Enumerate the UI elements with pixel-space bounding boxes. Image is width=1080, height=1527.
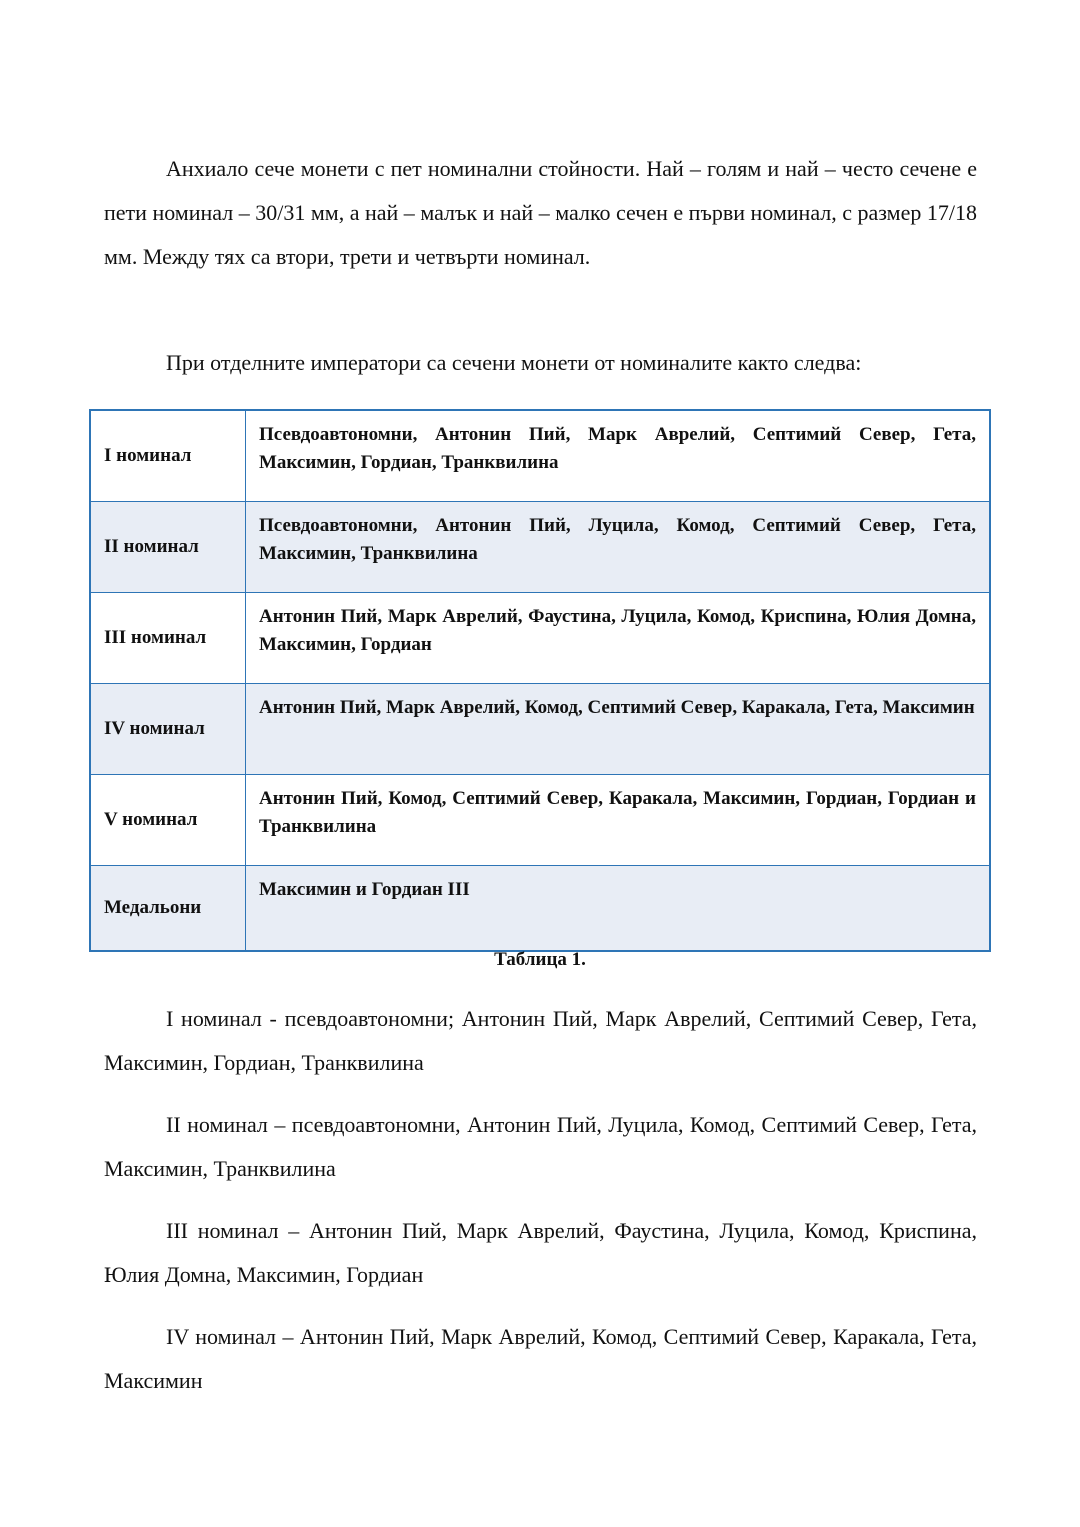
summary-paragraph-3 xyxy=(104,1209,977,1297)
emperors-list: Антонин Пий, Комод, Септимий Север, Каракала, Максимин, Гордиан, Гордиан и Транквилина xyxy=(246,775,991,866)
summary-paragraph-1 xyxy=(104,997,977,1085)
denomination-name: III номинал xyxy=(90,593,246,684)
summary-paragraph-3-text: III номинал – Антонин Пий, Марк Аврелий, Фаустина, Луцила, Комод, Криспина, Юлия Домна, Максимин, Гордиан xyxy=(104,1218,977,1287)
table-row xyxy=(90,684,990,775)
emperors-list: Максимин и Гордиан III xyxy=(246,866,991,952)
table-row xyxy=(90,502,990,593)
table-row xyxy=(90,775,990,866)
summary-paragraph-1-text: I номинал - псевдоавтономни; Антонин Пий, Марк Аврелий, Септимий Север, Гета, Максимин, Гордиан, Транквилина xyxy=(104,1006,977,1075)
denomination-name: I номинал xyxy=(90,410,246,502)
emperors-list: Антонин Пий, Марк Аврелий, Комод, Септимий Север, Каракала, Гета, Максимин xyxy=(246,684,991,775)
summary-paragraph-4-text: IV номинал – Антонин Пий, Марк Аврелий, Комод, Септимий Север, Каракала, Гета, Максимин xyxy=(104,1324,977,1393)
emperors-list: Псевдоавтономни, Антонин Пий, Марк Аврелий, Септимий Север, Гета, Максимин, Гордиан, Транквилина xyxy=(246,410,991,502)
intro-paragraph-1-text: Анхиало сече монети с пет номинални стойности. Най – голям и най – често сечене е пети номинал – 30/31 мм, а най – малък и най – малко сечен е първи номинал, с размер 17/18 мм. Между тях са втори, трети и четвърти номинал. xyxy=(104,156,977,269)
summary-paragraph-4 xyxy=(104,1315,977,1403)
emperors-list: Псевдоавтономни, Антонин Пий, Луцила, Комод, Септимий Север, Гета, Максимин, Транквилина xyxy=(246,502,991,593)
table-caption: Таблица 1. xyxy=(494,949,586,970)
table-row xyxy=(90,593,990,684)
denomination-name: IV номинал xyxy=(90,684,246,775)
intro-paragraph-2 xyxy=(104,341,977,385)
summary-paragraph-2-text: II номинал – псевдоавтономни, Антонин Пий, Луцила, Комод, Септимий Север, Гета, Максимин, Транквилина xyxy=(104,1112,977,1181)
denomination-name: Медальони xyxy=(90,866,246,952)
table-row xyxy=(90,866,990,952)
denominations-table xyxy=(89,409,991,952)
intro-paragraph-2-text: При отделните императори са сечени монети от номиналите както следва: xyxy=(166,350,862,375)
denomination-name: V номинал xyxy=(90,775,246,866)
summary-paragraph-2 xyxy=(104,1103,977,1191)
denomination-name: II номинал xyxy=(90,502,246,593)
intro-paragraph-1 xyxy=(104,147,977,279)
table-row xyxy=(90,410,990,502)
emperors-list: Антонин Пий, Марк Аврелий, Фаустина, Луцила, Комод, Криспина, Юлия Домна, Максимин, Гордиан xyxy=(246,593,991,684)
